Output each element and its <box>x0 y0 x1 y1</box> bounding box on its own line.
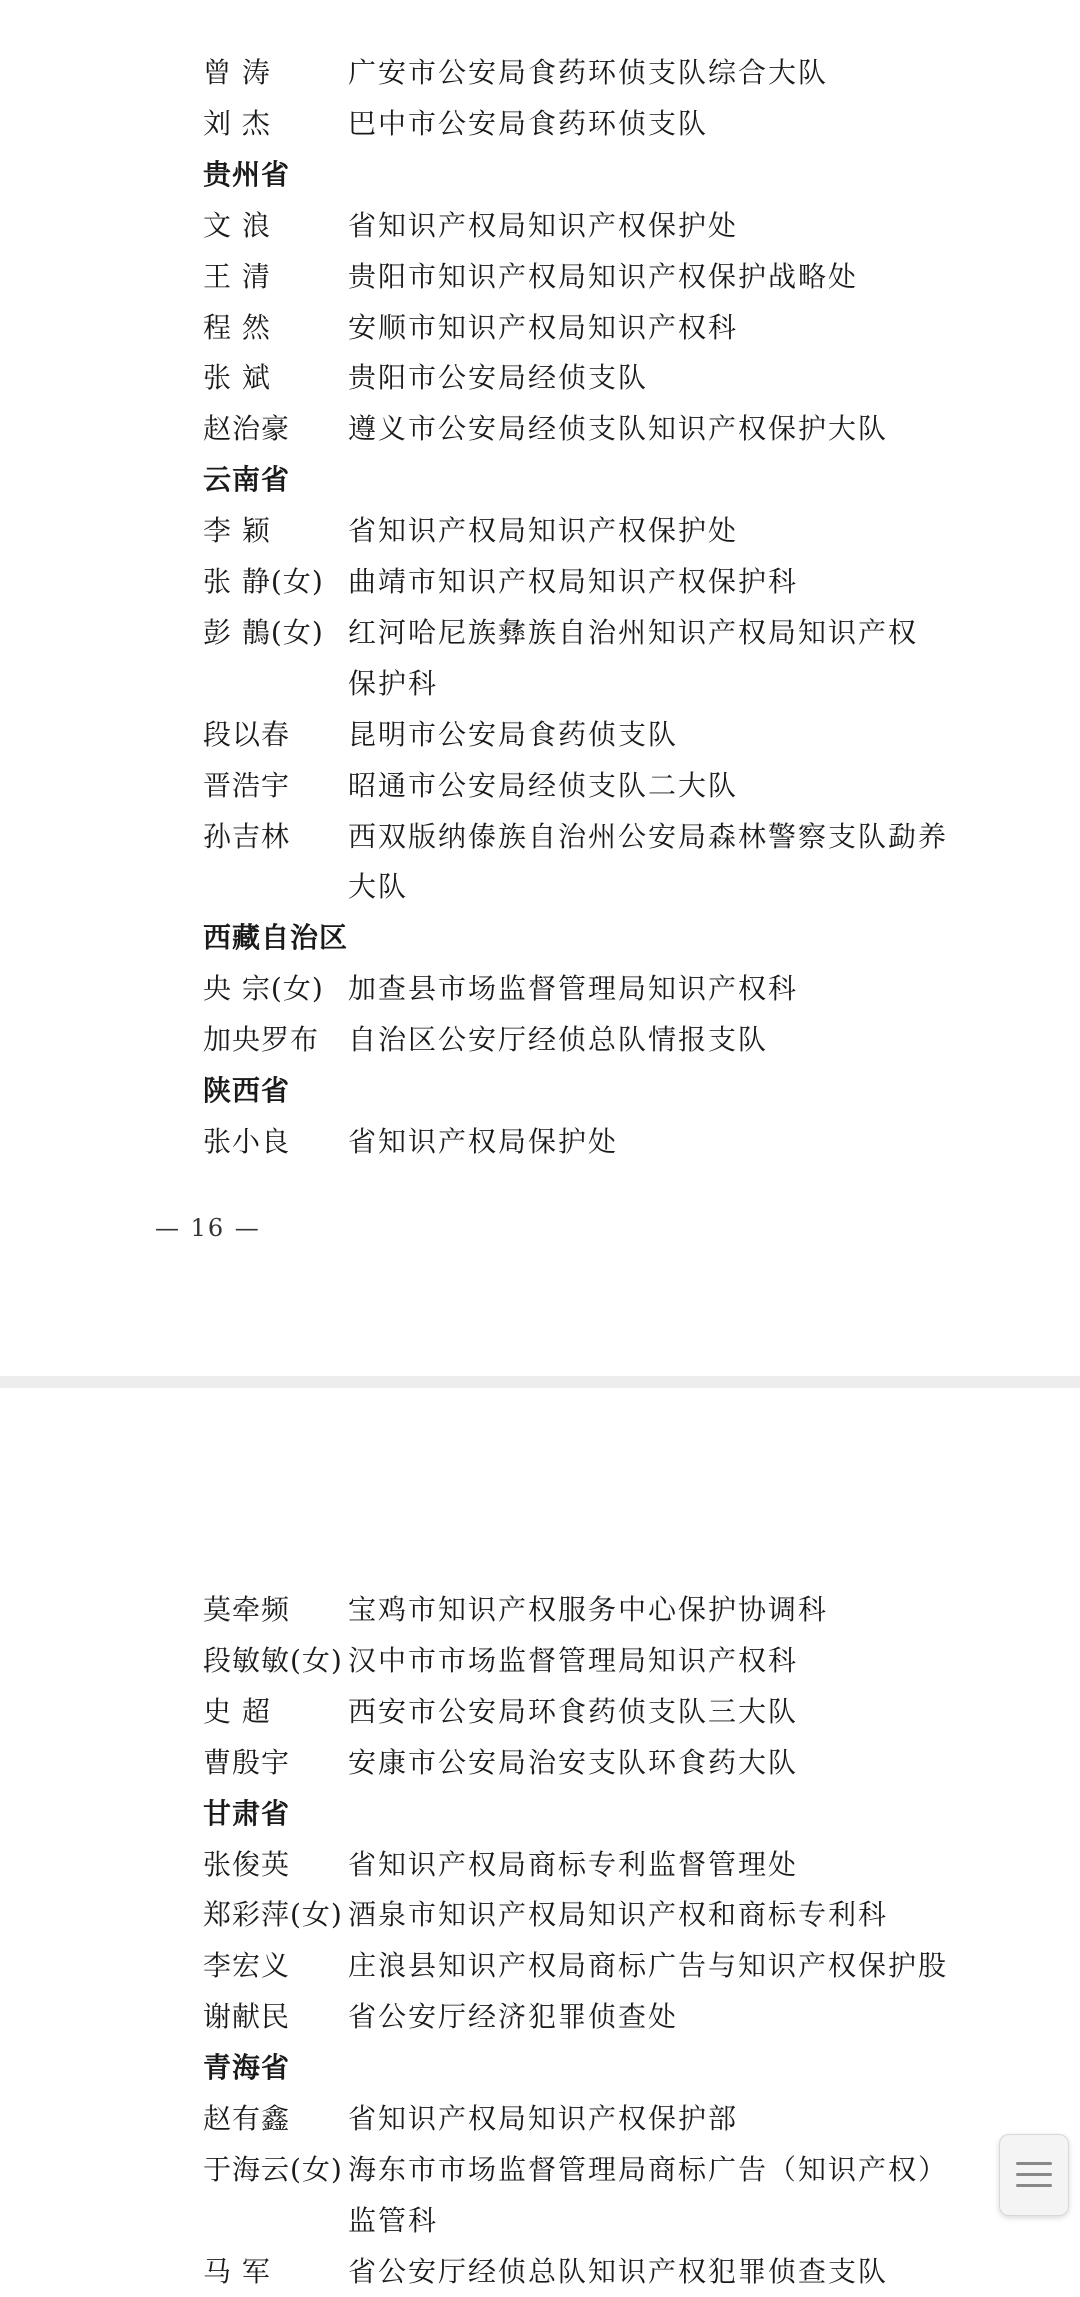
person-name: 曾 涛 <box>203 56 271 89</box>
work-unit: 遵义市公安局经侦支队知识产权保护大队 <box>348 412 889 446</box>
person-name: 郑彩萍(女) <box>203 1898 343 1932</box>
person-name: 马 军 <box>203 2254 271 2288</box>
work-unit: 昭通市公安局经侦支队二大队 <box>348 768 739 802</box>
province-heading: 贵州省 <box>203 157 291 191</box>
work-unit: 自治区公安厅经侦总队情报支队 <box>348 1023 769 1057</box>
person-name: 文 浪 <box>203 208 271 242</box>
work-unit: 省公安厅经侦总队知识产权犯罪侦查支队 <box>348 2254 889 2288</box>
work-unit: 保护科 <box>348 666 439 700</box>
work-unit: 省知识产权局商标专利监督管理处 <box>348 1847 799 1881</box>
province-heading: 陕西省 <box>203 1074 291 1107</box>
work-unit: 安康市公安局治安支队环食药大队 <box>348 1745 799 1779</box>
work-unit: 安顺市知识产权局知识产权科 <box>348 310 739 344</box>
person-name: 于海云(女) <box>203 2152 343 2186</box>
person-name: 央 宗(女) <box>203 972 324 1006</box>
document-page-17 <box>0 1388 1080 2297</box>
work-unit: 监管科 <box>348 2203 439 2237</box>
person-name: 加央罗布 <box>203 1023 320 1057</box>
work-unit: 汉中市市场监督管理局知识产权科 <box>348 1643 799 1677</box>
province-heading: 青海省 <box>203 2051 291 2085</box>
person-name: 刘 杰 <box>203 106 271 140</box>
hamburger-menu-icon-bar <box>1016 2173 1052 2176</box>
work-unit: 昆明市公安局食药侦支队 <box>348 717 679 751</box>
page-divider <box>0 1376 1080 1388</box>
person-name: 张小良 <box>203 1124 291 1158</box>
person-name: 赵治豪 <box>203 412 291 446</box>
work-unit: 庄浪县知识产权局商标广告与知识产权保护股 <box>348 1949 949 1983</box>
person-name: 莫牵频 <box>203 1593 291 1626</box>
menu-button[interactable] <box>999 2134 1069 2216</box>
work-unit: 酒泉市知识产权局知识产权和商标专利科 <box>348 1898 889 1932</box>
person-name: 程 然 <box>203 310 271 344</box>
work-unit: 宝鸡市知识产权服务中心保护协调科 <box>348 1593 829 1626</box>
page-number: — 16 — <box>155 1214 261 1242</box>
work-unit: 红河哈尼族彝族自治州知识产权局知识产权 <box>348 615 919 649</box>
person-name: 赵有鑫 <box>203 2102 291 2135</box>
work-unit: 省知识产权局知识产权保护部 <box>348 2102 739 2135</box>
work-unit: 西安市公安局环食药侦支队三大队 <box>348 1694 799 1728</box>
province-heading: 甘肃省 <box>203 1796 291 1830</box>
person-name: 张 静(女) <box>203 565 324 598</box>
work-unit: 大队 <box>348 870 409 904</box>
work-unit: 西双版纳傣族自治州公安局森林警察支队勐养 <box>348 819 949 853</box>
work-unit: 贵阳市知识产权局知识产权保护战略处 <box>348 259 859 293</box>
work-unit: 曲靖市知识产权局知识产权保护科 <box>348 565 799 598</box>
work-unit: 省知识产权局知识产权保护处 <box>348 208 739 242</box>
person-name: 李 颖 <box>203 514 271 548</box>
work-unit: 广安市公安局食药环侦支队综合大队 <box>348 56 829 89</box>
work-unit: 省公安厅经济犯罪侦查处 <box>348 2000 679 2034</box>
work-unit: 巴中市公安局食药环侦支队 <box>348 106 709 140</box>
province-heading: 云南省 <box>203 463 291 497</box>
person-name: 张 斌 <box>203 361 271 395</box>
person-name: 曹殷宇 <box>203 1745 291 1779</box>
work-unit: 省知识产权局知识产权保护处 <box>348 514 739 548</box>
person-name: 晋浩宇 <box>203 768 291 802</box>
person-name: 段敏敏(女) <box>203 1643 343 1677</box>
person-name: 段以春 <box>203 717 291 751</box>
province-heading: 西藏自治区 <box>203 921 349 955</box>
person-name: 史 超 <box>203 1694 271 1728</box>
person-name: 彭 鶄(女) <box>203 615 324 649</box>
person-name: 王 清 <box>203 259 271 293</box>
hamburger-menu-icon-bar <box>1016 2184 1052 2187</box>
person-name: 李宏义 <box>203 1949 291 1983</box>
work-unit: 加查县市场监督管理局知识产权科 <box>348 972 799 1006</box>
work-unit: 海东市市场监督管理局商标广告（知识产权） <box>348 2152 949 2186</box>
person-name: 谢献民 <box>203 2000 291 2034</box>
work-unit: 贵阳市公安局经侦支队 <box>348 361 649 395</box>
work-unit: 省知识产权局保护处 <box>348 1124 619 1158</box>
hamburger-menu-icon <box>1016 2162 1052 2165</box>
person-name: 孙吉林 <box>203 819 291 853</box>
person-name: 张俊英 <box>203 1847 291 1881</box>
